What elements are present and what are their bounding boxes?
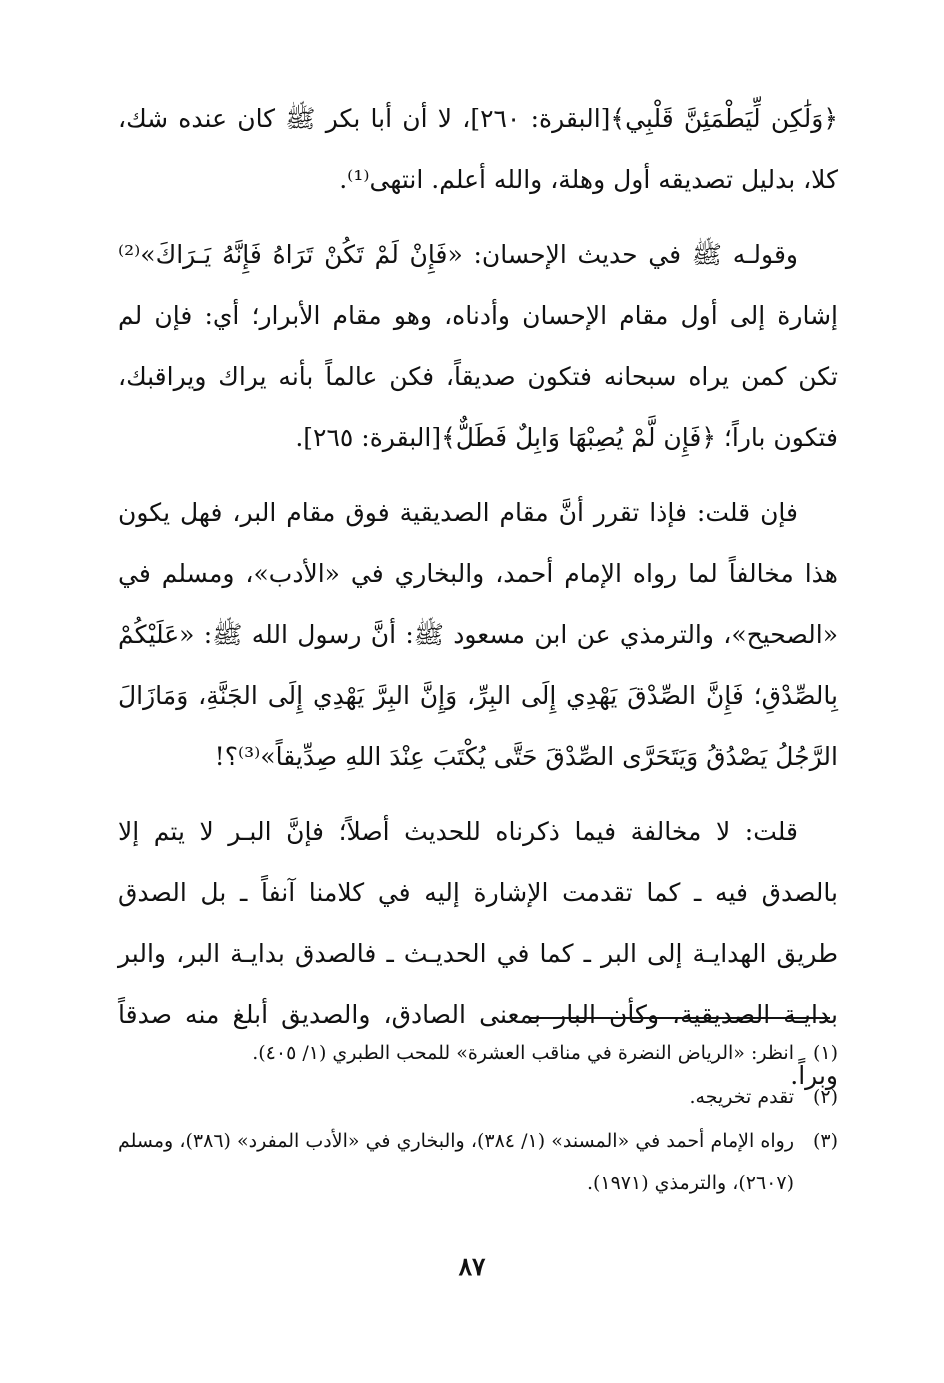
page-number: ٨٧ <box>458 1252 486 1281</box>
paragraph: فإن قلت: فإذا تقرر أنَّ مقام الصديقية فوق مقام البر، فهل يكون هذا مخالفاً لما رواه الإمام أحمد، والبخاري في «الأدب»، ومسلم في «الصحيح»، والترمذي عن ابن مسعود ﷺ: أنَّ رسول الله ﷺ: «عَلَيْكُمْ بِالصِّدْقِ؛ فَإِنَّ الصِّدْقَ يَهْدِي إِلَى البِرِّ، وَإِنَّ البِرَّ يَهْدِي إِلَى الجَنَّةِ، وَمَازَالَ الرَّجُلُ يَصْدُقُ وَيَتَحَرَّى الصِّدْقَ حَتَّى يُكْتَبَ عِنْدَ اللهِ صِدِّيقاً»⁽³⁾؟! <box>118 498 838 771</box>
footnote-number: (١) <box>812 1042 838 1064</box>
footnote-item <box>118 1120 838 1204</box>
paragraph: ﴿وَلَٰكِن لِّيَطْمَئِنَّ قَلْبِي﴾[البقرة: ٢٦٠]، لا أن أبا بكر ﷺ كان عنده شك، كلا، بدليل تصديقه أول وهلة، والله أعلم. انتهى⁽¹⁾. <box>118 104 838 194</box>
footnote-item <box>118 1076 838 1118</box>
footnotes <box>118 1032 838 1206</box>
paragraph: وقولـه ﷺ في حديث الإحسان: «فَإِنْ لَمْ تَكُنْ تَرَاهُ فَإِنَّهُ يَـرَاكَ»⁽²⁾ إشارة إلى أول مقام الإحسان وأدناه، وهو مقام الأبرار؛ أي: فإن لم تكن كمن يراه سبحانه فتكون صديقاً، فكن عالماً بأنه يراك ويراقبك، فتكون باراً؛ ﴿فَإِن لَّمْ يُصِبْهَا وَابِلٌ فَطَلٌّ﴾[البقرة: ٢٦٥]. <box>118 240 838 452</box>
footnote-text: رواه الإمام أحمد في «المسند» (١/ ٣٨٤)، والبخاري في «الأدب المفرد» (٣٨٦)، ومسلم (٢٦٠٧)، والترمذي (١٩٧١). <box>118 1130 794 1194</box>
footnote-text: تقدم تخريجه. <box>689 1086 794 1108</box>
main-text <box>118 88 838 1120</box>
footnote-number: (٣) <box>812 1130 838 1152</box>
footnote-item <box>118 1032 838 1074</box>
footnote-number: (٢) <box>812 1086 838 1108</box>
footnote-divider <box>530 1017 830 1019</box>
footnote-text: انظر: «الرياض النضرة في مناقب العشرة» للمحب الطبري (١/ ٤٠٥). <box>252 1042 794 1064</box>
paragraph: قلت: لا مخالفة فيما ذكرناه للحديث أصلاً؛ فإنَّ البـر لا يتم إلا بالصدق فيه ـ كما تقدمت الإشارة إليه في كلامنا آنفاً ـ بل الصدق طريق الهدايـة إلى البر ـ كما في الحديـث ـ فالصدق بدايـة البر، والبر بدايـة الصديقية، وكأن البار بمعنى الصادق، والصديق أبلغ منه صدقاً وبراً. <box>118 817 838 1090</box>
